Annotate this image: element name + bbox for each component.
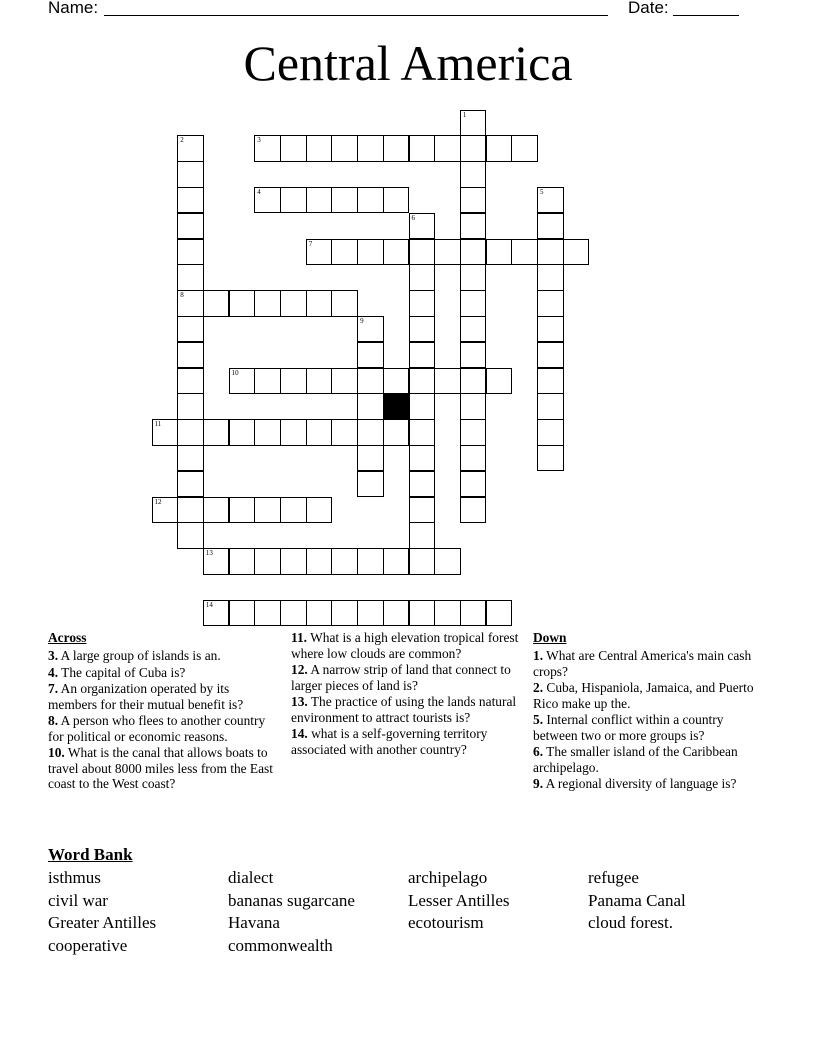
grid-cell[interactable] <box>357 548 384 575</box>
clue-item-number: 7. <box>48 681 59 696</box>
across-clue-list <box>48 648 280 792</box>
grid-cell[interactable] <box>357 471 384 498</box>
clue-item-number: 14. <box>291 726 308 741</box>
grid-cell[interactable] <box>280 497 307 524</box>
grid-cell[interactable] <box>511 135 538 162</box>
grid-cell[interactable] <box>177 290 204 317</box>
down-clue-list <box>533 648 765 792</box>
grid-cell[interactable] <box>434 239 461 266</box>
clue-number: 9 <box>360 316 364 325</box>
across-clues-column <box>48 630 280 793</box>
grid-cell[interactable] <box>331 290 358 317</box>
grid-cell[interactable] <box>280 419 307 446</box>
grid-cell[interactable] <box>383 187 410 214</box>
grid-cell[interactable] <box>409 548 436 575</box>
grid-cell[interactable] <box>460 600 487 627</box>
grid-cell[interactable] <box>460 161 487 188</box>
grid-cell[interactable] <box>177 161 204 188</box>
grid-cell[interactable] <box>537 419 564 446</box>
grid-cell[interactable] <box>409 342 436 369</box>
clue-number: 3 <box>257 136 261 145</box>
grid-cell[interactable] <box>331 548 358 575</box>
clue-number: 2 <box>180 136 184 145</box>
grid-cell[interactable] <box>460 316 487 343</box>
word-bank-item: bananas sugarcane <box>228 890 355 910</box>
grid-cell[interactable] <box>409 316 436 343</box>
clue-item-text: Cuba, Hispaniola, Jamaica, and Puerto Rico make up the. <box>533 680 754 711</box>
grid-cell[interactable] <box>331 187 358 214</box>
grid-cell[interactable] <box>306 290 333 317</box>
grid-cell[interactable] <box>409 213 436 240</box>
grid-cell[interactable] <box>177 187 204 214</box>
grid-cell[interactable] <box>280 290 307 317</box>
grid-cell[interactable] <box>537 342 564 369</box>
grid-cell[interactable] <box>409 393 436 420</box>
grid-cell[interactable] <box>306 368 333 395</box>
clue-item-number: 8. <box>48 713 59 728</box>
clue-item-text: The capital of Cuba is? <box>58 664 186 680</box>
grid-cell[interactable] <box>203 600 230 627</box>
grid-cell[interactable] <box>152 419 179 446</box>
grid-cell[interactable] <box>460 368 487 395</box>
grid-cell[interactable] <box>537 368 564 395</box>
grid-cell[interactable] <box>254 548 281 575</box>
clue-item-text: The practice of using the lands natural environment to attract tourists is? <box>291 694 517 725</box>
grid-cell[interactable] <box>254 419 281 446</box>
clue-number: 10 <box>231 368 239 377</box>
grid-cell[interactable] <box>357 239 384 266</box>
grid-cell[interactable] <box>460 393 487 420</box>
grid-cell[interactable] <box>460 497 487 524</box>
grid-cell[interactable] <box>229 600 256 627</box>
clue-number: 12 <box>154 497 162 506</box>
grid-cell[interactable] <box>460 471 487 498</box>
grid-cell[interactable] <box>331 600 358 627</box>
word-bank-item: civil war <box>48 890 108 910</box>
grid-cell[interactable] <box>306 239 333 266</box>
grid-cell[interactable] <box>203 497 230 524</box>
grid-cell[interactable] <box>409 264 436 291</box>
clue-number: 8 <box>180 291 184 300</box>
grid-cell[interactable] <box>460 290 487 317</box>
grid-cell[interactable] <box>537 445 564 472</box>
grid-cell[interactable] <box>306 497 333 524</box>
grid-cell[interactable] <box>537 187 564 214</box>
word-bank-item: cloud forest. <box>588 913 673 933</box>
grid-cell[interactable] <box>537 316 564 343</box>
grid-cell[interactable] <box>409 471 436 498</box>
clue-item <box>533 648 765 679</box>
grid-cell[interactable] <box>177 522 204 549</box>
grid-cell[interactable] <box>254 187 281 214</box>
grid-cell[interactable] <box>177 497 204 524</box>
grid-cell[interactable] <box>177 342 204 369</box>
word-bank-item: isthmus <box>48 868 101 887</box>
grid-cell[interactable] <box>486 239 513 266</box>
clue-item-text: A narrow strip of land that connect to larger pieces of land is? <box>291 662 511 693</box>
clue-item <box>48 648 280 664</box>
grid-cell[interactable] <box>486 368 513 395</box>
grid-cell[interactable] <box>357 368 384 395</box>
grid-cell[interactable] <box>177 419 204 446</box>
grid-cell[interactable] <box>254 600 281 627</box>
clue-item-number: 1. <box>533 648 544 663</box>
clue-number: 13 <box>205 549 213 558</box>
grid-cell[interactable] <box>177 135 204 162</box>
grid-cell[interactable] <box>357 187 384 214</box>
grid-cell[interactable] <box>409 522 436 549</box>
grid-cell[interactable] <box>254 368 281 395</box>
grid-cell[interactable] <box>409 368 436 395</box>
grid-cell[interactable] <box>460 445 487 472</box>
clue-item-number: 3. <box>48 648 59 663</box>
clue-item-text: what is a self-governing territory associated with another country? <box>291 726 488 757</box>
name-label: Name: <box>48 0 99 17</box>
grid-cell[interactable] <box>357 419 384 446</box>
clue-item <box>533 712 765 743</box>
grid-cell[interactable] <box>383 548 410 575</box>
clue-item <box>291 726 527 757</box>
grid-cell[interactable] <box>177 471 204 498</box>
grid-cell[interactable] <box>409 290 436 317</box>
grid-cell[interactable] <box>280 368 307 395</box>
clue-item-number: 5. <box>533 712 544 727</box>
grid-cell[interactable] <box>486 600 513 627</box>
grid-cell[interactable] <box>511 239 538 266</box>
word-bank-item: dialect <box>228 868 274 887</box>
grid-cell[interactable] <box>254 497 281 524</box>
grid-block-cell <box>383 393 410 420</box>
clue-item-number: 11. <box>291 630 307 645</box>
grid-cell[interactable] <box>280 600 307 627</box>
clue-number: 14 <box>205 600 213 609</box>
grid-cell[interactable] <box>460 264 487 291</box>
grid-cell[interactable] <box>306 419 333 446</box>
clue-item-text: What is the canal that allows boats to travel about 8000 miles less from the East coast to the West coast? <box>48 745 273 791</box>
grid-cell[interactable] <box>254 135 281 162</box>
clue-item-text: Internal conflict within a country between two or more groups is? <box>533 712 724 743</box>
clue-item-number: 12. <box>291 662 308 677</box>
clue-item <box>48 665 280 681</box>
word-bank-item: Panama Canal <box>588 890 686 910</box>
clue-item-number: 4. <box>48 664 59 680</box>
grid-cell[interactable] <box>229 497 256 524</box>
word-bank-item: Greater Antilles <box>48 913 157 933</box>
grid-cell[interactable] <box>306 600 333 627</box>
clue-number: 5 <box>540 187 544 196</box>
word-bank-item: refugee <box>588 868 639 887</box>
grid-cell[interactable] <box>409 600 436 627</box>
clue-item-text: What are Central America's main cash crops? <box>533 648 752 679</box>
clue-item <box>291 662 527 693</box>
grid-cell[interactable] <box>383 600 410 627</box>
word-bank-item: Lesser Antilles <box>408 890 510 910</box>
grid-cell[interactable] <box>460 213 487 240</box>
grid-cell[interactable] <box>434 135 461 162</box>
grid-cell[interactable] <box>434 548 461 575</box>
grid-cell[interactable] <box>306 187 333 214</box>
clue-number: 1 <box>462 110 467 119</box>
grid-cell[interactable] <box>306 135 333 162</box>
grid-cell[interactable] <box>203 419 230 446</box>
clue-item <box>533 744 765 775</box>
grid-cell[interactable] <box>331 239 358 266</box>
clue-item-number: 6. <box>533 744 544 759</box>
word-bank-item: ecotourism <box>408 913 484 933</box>
clue-item <box>48 681 280 712</box>
across-clues-continued <box>291 630 527 758</box>
grid-cell[interactable] <box>460 419 487 446</box>
grid-cell[interactable] <box>357 316 384 343</box>
clue-number: 6 <box>411 213 415 222</box>
date-label: Date: <box>628 0 669 17</box>
grid-cell[interactable] <box>229 290 256 317</box>
grid-cell[interactable] <box>177 239 204 266</box>
grid-cell[interactable] <box>409 239 436 266</box>
grid-cell[interactable] <box>177 264 204 291</box>
grid-cell[interactable] <box>357 393 384 420</box>
grid-cell[interactable] <box>537 393 564 420</box>
clue-item-text: A regional diversity of language is? <box>543 776 737 791</box>
clue-number: 7 <box>308 239 313 248</box>
clue-item <box>48 713 280 744</box>
grid-cell[interactable] <box>563 239 590 266</box>
word-bank-item: commonwealth <box>228 935 333 955</box>
grid-cell[interactable] <box>331 368 358 395</box>
grid-cell[interactable] <box>254 290 281 317</box>
grid-cell[interactable] <box>331 135 358 162</box>
down-heading: Down <box>533 630 567 645</box>
word-bank-item: Havana <box>228 913 280 933</box>
clue-item <box>48 745 280 792</box>
grid-cell[interactable] <box>434 600 461 627</box>
down-clues-column <box>533 630 765 793</box>
clue-number: 11 <box>154 420 162 429</box>
clue-item-text: A large group of islands is an. <box>58 648 221 663</box>
clue-item-number: 13. <box>291 694 308 709</box>
clue-item-number: 10. <box>48 745 65 760</box>
grid-cell[interactable] <box>409 497 436 524</box>
grid-cell[interactable] <box>177 445 204 472</box>
grid-cell[interactable] <box>460 110 487 137</box>
grid-cell[interactable] <box>280 135 307 162</box>
grid-cell[interactable] <box>357 600 384 627</box>
grid-cell[interactable] <box>331 419 358 446</box>
grid-cell[interactable] <box>460 187 487 214</box>
clue-item <box>533 776 765 792</box>
grid-cell[interactable] <box>203 290 230 317</box>
grid-cell[interactable] <box>460 239 487 266</box>
grid-cell[interactable] <box>383 419 410 446</box>
grid-cell[interactable] <box>409 135 436 162</box>
grid-cell[interactable] <box>152 497 179 524</box>
grid-cell[interactable] <box>357 342 384 369</box>
word-bank-item: archipelago <box>408 868 488 887</box>
grid-cell[interactable] <box>280 548 307 575</box>
grid-cell[interactable] <box>229 368 256 395</box>
grid-cell[interactable] <box>537 213 564 240</box>
clue-item <box>291 694 527 725</box>
clue-item-text: The smaller island of the Caribbean archipelago. <box>533 744 738 775</box>
page-title: Central America <box>243 35 573 91</box>
grid-cell[interactable] <box>434 368 461 395</box>
clue-item <box>533 680 765 711</box>
grid-cell[interactable] <box>357 135 384 162</box>
grid-cell[interactable] <box>229 419 256 446</box>
grid-cell[interactable] <box>383 239 410 266</box>
clue-item <box>291 630 527 661</box>
across-heading: Across <box>48 630 87 645</box>
clue-item-text: A person who flees to another country for political or economic reasons. <box>48 713 266 744</box>
grid-cell[interactable] <box>409 445 436 472</box>
grid-cell[interactable] <box>280 187 307 214</box>
grid-cell[interactable] <box>357 445 384 472</box>
grid-cell[interactable] <box>177 368 204 395</box>
across-clue-list-continued <box>291 630 527 757</box>
grid-cell[interactable] <box>537 264 564 291</box>
grid-cell[interactable] <box>203 548 230 575</box>
grid-cell[interactable] <box>460 342 487 369</box>
word-bank-title: Word Bank <box>48 845 133 864</box>
grid-cell[interactable] <box>460 135 487 162</box>
clue-item-number: 9. <box>533 776 544 791</box>
clue-item-text: An organization operated by its members for their mutual benefit is? <box>48 681 244 712</box>
grid-cell[interactable] <box>177 393 204 420</box>
grid-cell[interactable] <box>306 548 333 575</box>
grid-cell[interactable] <box>537 290 564 317</box>
clue-item-text: What is a high elevation tropical forest where low clouds are common? <box>291 630 519 661</box>
grid-cell[interactable] <box>409 419 436 446</box>
grid-cell[interactable] <box>383 135 410 162</box>
grid-cell[interactable] <box>486 135 513 162</box>
clue-number: 4 <box>257 187 261 196</box>
grid-cell[interactable] <box>177 316 204 343</box>
word-bank-item: cooperative <box>48 935 128 955</box>
grid-cell[interactable] <box>537 239 564 266</box>
clue-item-number: 2. <box>533 680 544 695</box>
grid-cell[interactable] <box>383 368 410 395</box>
grid-cell[interactable] <box>229 548 256 575</box>
grid-cell[interactable] <box>177 213 204 240</box>
